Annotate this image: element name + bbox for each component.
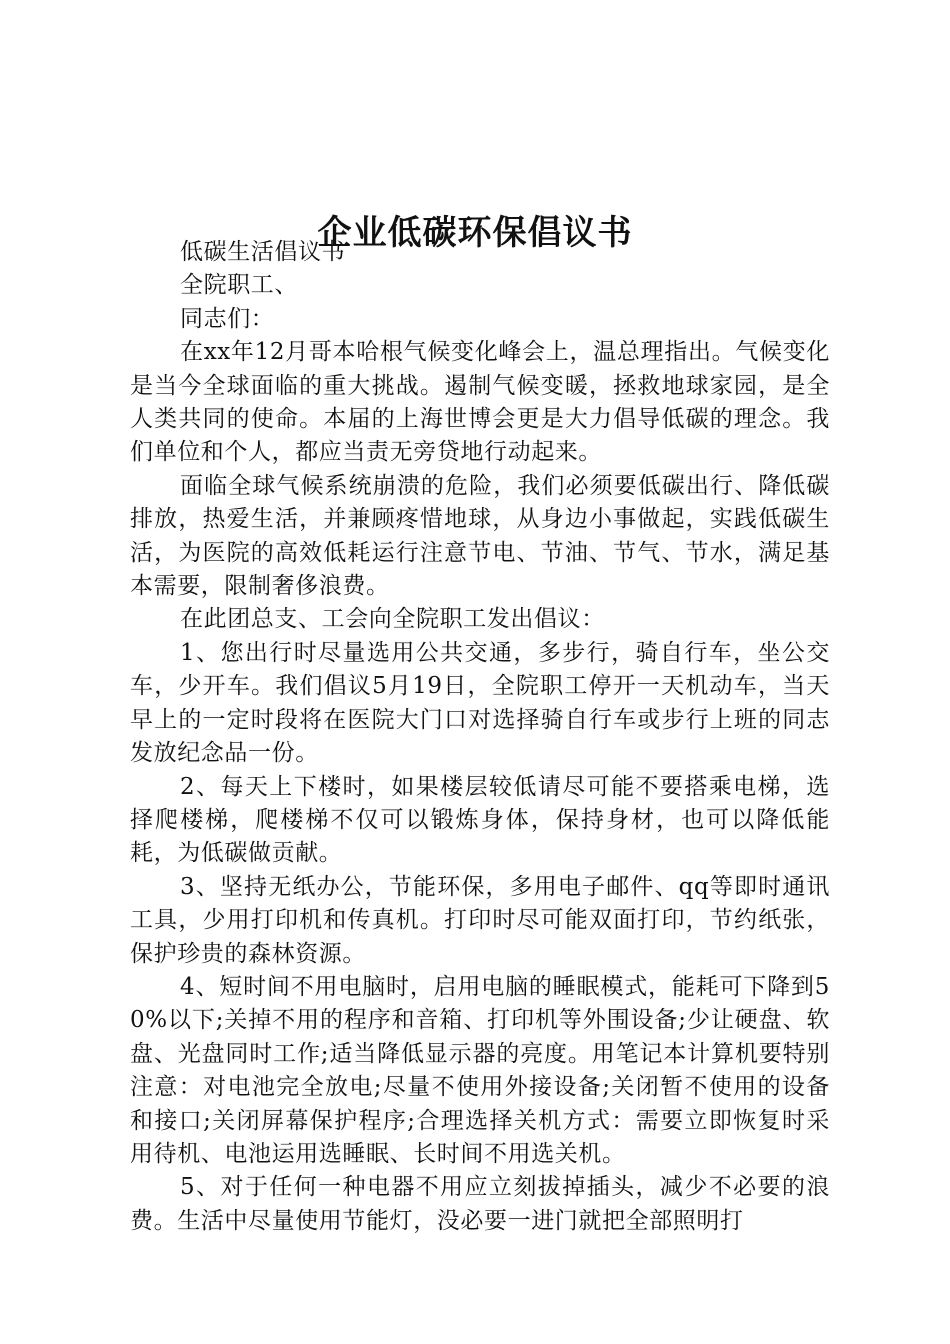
proposal-item-4: 4、短时间不用电脑时，启用电脑的睡眠模式，能耗可下降到50%以下;关掉不用的程序和音箱、打印机等外围设备;少让硬盘、软盘、光盘同时工作;适当降低显示器的亮度。用笔记本计算机要特别注意：对电池完全放电;尽量不使用外接设备;关闭暂不使用的设备和接口;关闭屏幕保护程序;合理选择关机方式：需要立即恢复时采用待机、电池运用选睡眠、长时间不用选关机。 <box>130 973 830 1167</box>
recipient-line: 全院职工、 <box>180 272 298 299</box>
proposal-item-1: 1、您出行时尽量选用公共交通，多步行，骑自行车，坐公交车，少开车。我们倡议5月19日，全院职工停开一天机动车，当天早上的一定时段将在医院大门口对选择骑自行车或步行上班的同志发放纪念品一份。 <box>130 639 830 767</box>
body-paragraph: 在此团总支、工会向全院职工发出倡议： <box>180 606 605 633</box>
proposal-item-3: 3、坚持无纸办公，节能环保，多用电子邮件、qq等即时通讯工具，少用打印机和传真机。打印时尽可能双面打印，节约纸张，保护珍贵的森林资源。 <box>130 873 830 967</box>
body-paragraph: 在xx年12月哥本哈根气候变化峰会上，温总理指出。气候变化是当今全球面临的重大挑战。遏制气候变暖，拯救地球家园，是全人类共同的使命。本届的上海世博会更是大力倡导低碳的理念。我们单位和个人，都应当责无旁贷地行动起来。 <box>130 339 830 466</box>
document-body <box>130 236 830 1238</box>
salutation-line: 同志们： <box>180 305 275 332</box>
body-paragraph: 面临全球气候系统崩溃的危险，我们必须要低碳出行、降低碳排放，热爱生活，并兼顾疼惜地球，从身边小事做起，实践低碳生活，为医院的高效低耗运行注意节电、节油、节气、节水，满足基本需要，限制奢侈浪费。 <box>130 472 830 600</box>
document-title: 企业低碳环保倡议书 <box>317 212 633 253</box>
proposal-item-5: 5、对于任何一种电器不用应立刻拔掉插头，减少不必要的浪费。生活中尽量使用节能灯，没必要一进门就把全部照明打 <box>130 1174 830 1234</box>
subtitle-line: 低碳生活倡议书 <box>180 239 346 265</box>
proposal-item-2: 2、每天上下楼时，如果楼层较低请尽可能不要搭乘电梯，选择爬楼梯，爬楼梯不仅可以锻炼身体，保持身材，也可以降低能耗，为低碳做贡献。 <box>130 773 830 867</box>
